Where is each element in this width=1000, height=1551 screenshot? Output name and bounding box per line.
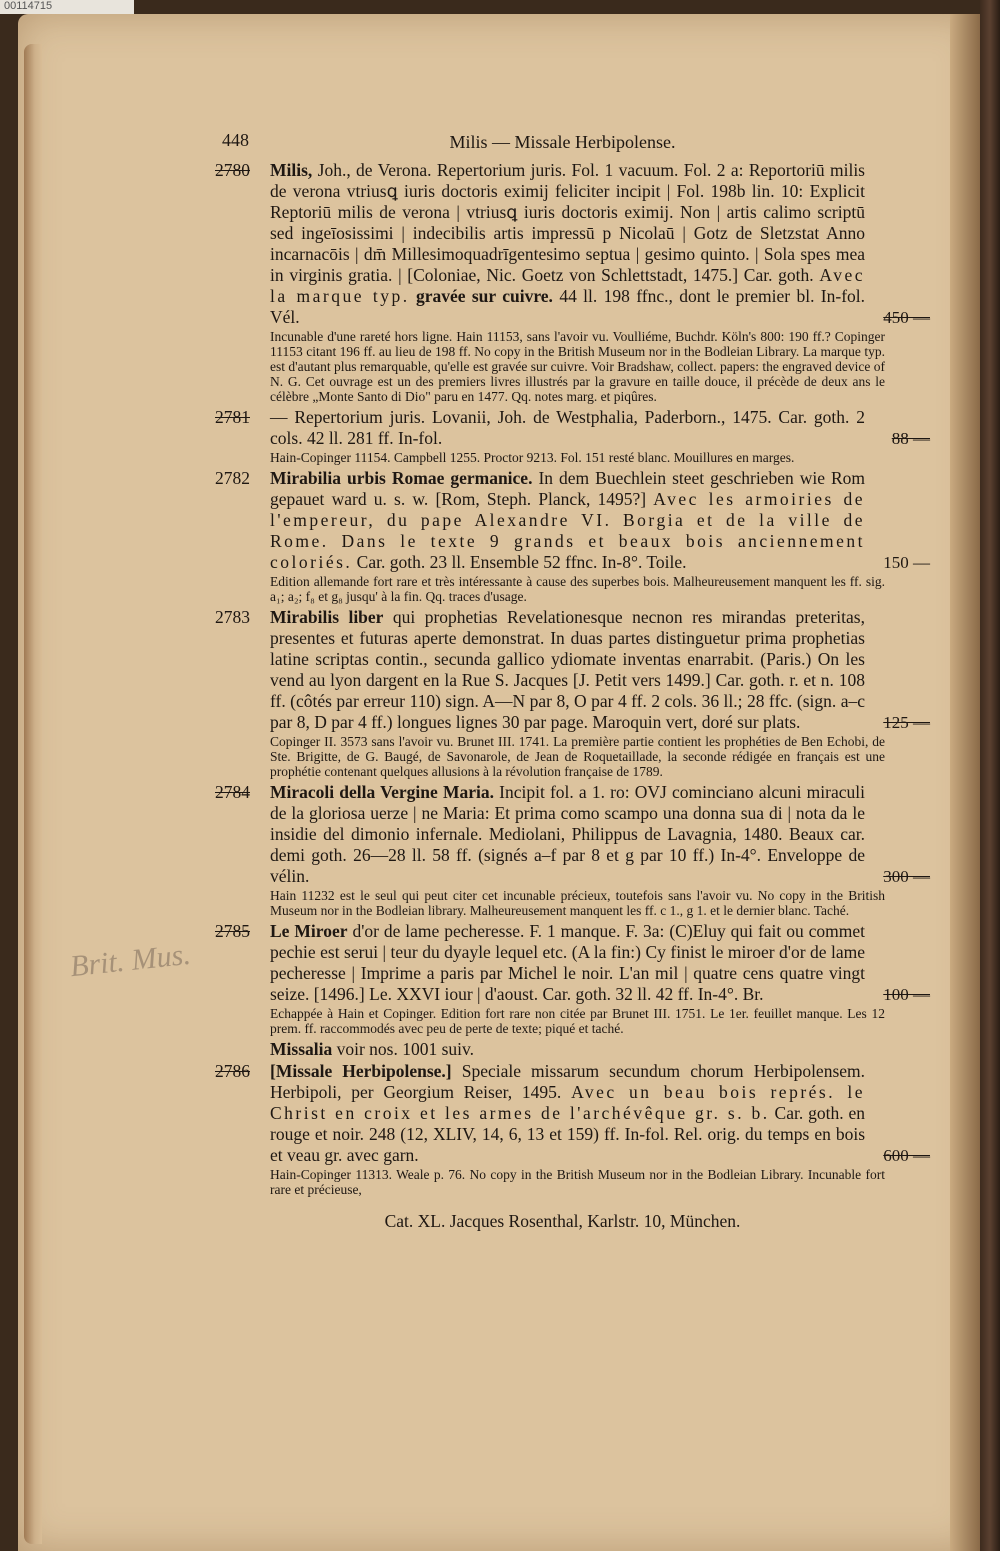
entry-price: 88 — bbox=[891, 429, 930, 448]
entry-number: 2785 bbox=[215, 921, 250, 941]
entry-heading: Milis, bbox=[270, 160, 313, 180]
entry-number: 2783 bbox=[215, 607, 250, 627]
page-number: 448 bbox=[222, 130, 249, 150]
entry-price: 150 — bbox=[883, 553, 930, 572]
page-edge bbox=[24, 44, 42, 1544]
entry-tail: 44 ll. 198 ffnc., dont le premier bl. In-fol. Vél. bbox=[270, 286, 866, 327]
entry-body bbox=[270, 921, 865, 1005]
entry-heading: Le Miroer bbox=[270, 921, 348, 941]
running-header bbox=[200, 120, 925, 160]
entry-spaced-text: Avec la marque typ. bbox=[270, 265, 865, 306]
entry-number: 2781 bbox=[215, 407, 250, 427]
entry-main bbox=[200, 607, 930, 733]
entry-price: 125 — bbox=[883, 713, 930, 732]
entry-main bbox=[200, 1061, 930, 1166]
catalogue-entry bbox=[200, 1039, 925, 1060]
entry-price: 300 — bbox=[883, 867, 930, 886]
entry-main bbox=[200, 407, 930, 449]
entry-body bbox=[270, 1039, 865, 1060]
entry-body bbox=[270, 607, 865, 733]
catalogue-entry bbox=[200, 1061, 930, 1197]
entry-bold-text: gravée sur cuivre. bbox=[415, 286, 553, 306]
entry-price: 100 — bbox=[883, 985, 930, 1004]
entry-heading: [Missale Herbipolense.] bbox=[270, 1061, 452, 1081]
page-text bbox=[200, 120, 930, 1232]
entry-spaced-text: Avec un beau bois représ. le Christ en croix et les armes de l'archévêque gr. s. b. bbox=[270, 1082, 866, 1123]
entry-main bbox=[200, 160, 930, 328]
entry-text: Joh., de Verona. Repertorium juris. Fol. 1 vacuum. Fol. 2 a: Reportoriū milis de verona vtriusꝗ iuris doctoris eximij feliciter incipit | Fol. 198b lin. 10: Explicit Reptoriū milis de verona | vtriusꝗ iuris doctoris eximij. Non | artis calimo scriptū sed ingeīosissimi | indecibilis artis impressū p Nicolaū | Gotz de Sletzstat Anno incarnacōis | dm̄ Millesimoquadrīgentesimo septua | gesimo quinto. | Sola spes mea in virginis gratia. | [Coloniae, Nic. Goetz von Schlettstadt, 1475.] Car. goth. bbox=[270, 160, 865, 285]
entry-note: Hain-Copinger 11154. Campbell 1255. Proctor 9213. Fol. 151 resté blanc. Mouillures en marges. bbox=[270, 450, 795, 465]
entry-spaced-text: Avec les armoiries de l'empereur, du pape Alexandre VI. Borgia et de la ville de Rome. Dans le texte 9 grands et beaux bois anciennement coloriés. bbox=[270, 489, 866, 572]
running-title: Milis — Missale Herbipolense. bbox=[449, 132, 676, 152]
entry-number: 2784 bbox=[215, 782, 250, 802]
entry-tail: Car. goth. en rouge et noir. 248 (12, XLIV, 14, 6, 13 et 159) ff. In-fol. Rel. orig. du temps en bois et veau gr. avec garn. bbox=[270, 1103, 865, 1165]
entry-body bbox=[270, 407, 865, 449]
entry-note: Edition allemande fort rare et très intéressante à cause des superbes bois. Malheureusement manquent les ff. sig. a₁; a₂; f₈ et g₈ jusqu' à la fin. Qq. traces d'usage. bbox=[270, 574, 885, 604]
entry-main bbox=[200, 468, 930, 573]
entry-text: qui prophetias Revelationesque necnon res mirandas preteritas, presentes et futuras aperte demonstrat. In duas partes distinguetur prima prophetias latine scriptas contin., secunda gallico ydiomate inventas enarrabit. (Paris.) On les vend au lyon dargent en la Rue S. Jacques [J. Petit vers 1499.] Car. goth. r. et n. 108 ff. (côtés par erreur 110) sign. A—N par 8, O par 4 ff. 2 cols. 36 ll.; 28 ffc. (sign. a–c par 8, D par 4 ff.) longues lignes 30 par page. Maroquin vert, doré sur plats. bbox=[270, 607, 865, 732]
entry-price: 600 — bbox=[883, 1146, 930, 1165]
entry-main bbox=[200, 782, 930, 887]
catalogue-entry bbox=[200, 468, 930, 604]
entry-text: In dem Buechlein steet geschrieben wie Rom gepauet ward u. s. w. [Rom, Steph. Planck, 1495?] bbox=[270, 468, 865, 509]
catalogue-entry bbox=[200, 607, 930, 779]
entry-note: Copinger II. 3573 sans l'avoir vu. Brunet III. 1741. La première partie contient les prophéties de Ben Echobi, de Ste. Brigitte, de G. Baugé, de Savonarole, de Jean de Roquetaillade, la seconde rédigée en français est une prophétie contenant quelques allusions à la révolution française de 1789. bbox=[270, 734, 885, 779]
entry-main bbox=[200, 1039, 925, 1060]
entry-number: 2786 bbox=[215, 1061, 250, 1081]
entry-text: Incipit fol. a 1. ro: OVJ cominciano alcuni miraculi de la gloriosa uerze | ne Maria: Et prima como scampo una donna sua di | nota da le insidie del dimonio infernale. Mediolani, Philippus de Lavagnia, 1480. Beaux car. demi goth. 26—28 ll. 58 ff. (signés a–f par 8 et g par 10 ff.) In-4°. Enveloppe de vélin. bbox=[270, 782, 865, 886]
catalogue-entry bbox=[200, 921, 930, 1036]
entry-note: Hain-Copinger 11313. Weale p. 76. No copy in the British Museum nor in the Bodleian Library. Incunable fort rare et précieuse, bbox=[270, 1167, 885, 1197]
entry-text: Speciale missarum secundum chorum Herbipolensem. Herbipoli, per Georgium Reiser, 1495. bbox=[270, 1061, 866, 1102]
book-spine bbox=[980, 0, 1000, 1551]
archive-tag: 00114715 bbox=[0, 0, 134, 14]
entry-note: Hain 11232 est le seul qui peut citer cet incunable précieux, toutefois sans l'avoir vu. No copy in the British Museum nor in the Bodleian library. Malheureusement manquent les ff. c 1., g 1. et le dernier blanc. Taché. bbox=[270, 888, 885, 918]
entry-text: voir nos. 1001 suiv. bbox=[336, 1039, 475, 1059]
page-gutter bbox=[950, 14, 980, 1551]
entry-text: d'or de lame pecheresse. F. 1 manque. F. 3a: (C)Eluy qui fait ou commet pechie est serui | teur du dyayle lequel etc. (A la fin:) Cy finist le miroer d'or de lame pecheresse | Imprime a paris par Michel le noir. L'an mil | quatre cens quatre vingt seize. [1496.] Le. XXVI iour | d'aoust. Car. goth. 32 ll. 42 ff. In-4°. Br. bbox=[270, 921, 865, 1004]
entry-heading: Mirabilis liber bbox=[270, 607, 384, 627]
entry-body bbox=[270, 160, 865, 328]
entry-number: 2782 bbox=[215, 468, 250, 488]
entry-body bbox=[270, 468, 865, 573]
catalogue-entry bbox=[200, 407, 930, 465]
pencil-annotation: Brit. Mus. bbox=[68, 937, 193, 984]
entry-body bbox=[270, 1061, 865, 1166]
entry-heading: Missalia bbox=[270, 1039, 333, 1059]
page-footer: Cat. XL. Jacques Rosenthal, Karlstr. 10, München. bbox=[384, 1211, 741, 1231]
entry-price: 450 — bbox=[883, 308, 930, 327]
entry-number: 2780 bbox=[215, 160, 250, 180]
entry-tail: Car. goth. 23 ll. Ensemble 52 ffnc. In-8°. Toile. bbox=[356, 552, 687, 572]
entry-heading: Miracoli della Vergine Maria. bbox=[270, 782, 494, 802]
entry-body bbox=[270, 782, 865, 887]
catalogue-entry bbox=[200, 782, 930, 918]
entry-list bbox=[200, 160, 930, 1197]
catalogue-entry bbox=[200, 160, 930, 404]
entry-heading: Mirabilia urbis Romae germanice. bbox=[270, 468, 533, 488]
entry-note: Incunable d'une rareté hors ligne. Hain 11153, sans l'avoir vu. Voulliéme, Buchdr. Köln's 800: 190 ff.? Copinger 11153 citant 196 ff. au lieu de 198 ff. No copy in the British Museum nor in the Bodleian Library. La marque typ. est d'autant plus remarquable, qu'elle est gravée sur cuivre. Voir Bradshaw, collect. papers: the engraved device of N. G. Cet ouvrage est un des premiers livres illustrés par la gravure en taille douce, il précède de deux ans le célèbre „Monte Santo di Dio" paru en 1477. Qq. notes marg. et piqûres. bbox=[270, 329, 885, 404]
entry-note: Echappée à Hain et Copinger. Edition fort rare non citée par Brunet III. 1751. Le 1er. feuillet manque. Les 12 prem. ff. raccommodés avec peu de perte de texte; piqué et taché. bbox=[270, 1006, 885, 1036]
entry-text: — Repertorium juris. Lovanii, Joh. de Westphalia, Paderborn., 1475. Car. goth. 2 cols. 42 ll. 281 ff. In-fol. bbox=[270, 407, 865, 448]
entry-main bbox=[200, 921, 930, 1005]
